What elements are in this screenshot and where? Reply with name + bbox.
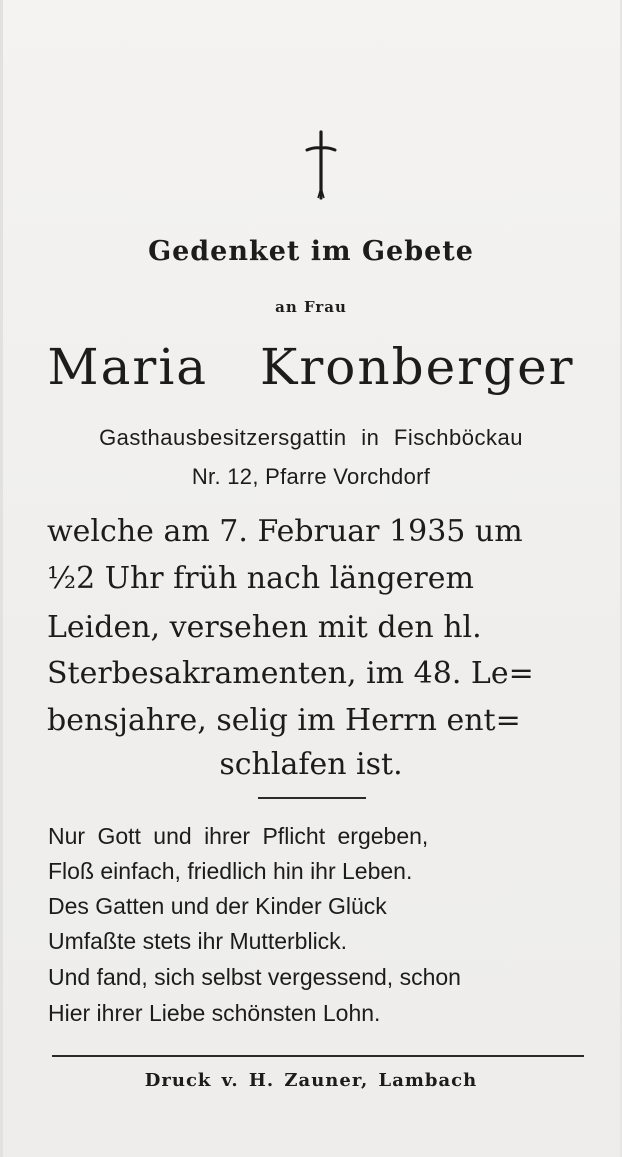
separator-line: [258, 797, 366, 799]
poem-line: Und fand, sich selbst vergessend, schon: [48, 964, 461, 990]
deceased-name: Maria Kronberger: [47, 338, 575, 396]
poem-line: Floß einfach, friedlich hin ihr Leben.: [48, 858, 413, 884]
death-text-line: welche am 7. Februar 1935 um: [47, 514, 523, 549]
addressee: an Frau: [275, 298, 347, 316]
poem-line: Des Gatten und der Kinder Glück: [48, 893, 387, 919]
poem-line: Hier ihrer Liebe schönsten Lohn.: [48, 1000, 381, 1026]
death-text-line: bensjahre, selig im Herrn ent=: [47, 703, 521, 738]
poem-line: Umfaßte stets ihr Mutterblick.: [48, 928, 348, 954]
occupation-line-1: Gasthausbesitzersgattin in Fischböckau: [99, 425, 523, 450]
printer-credit: Druck v. H. Zauner, Lambach: [144, 1070, 478, 1091]
death-text-line: schlafen ist.: [219, 747, 403, 782]
occupation-line-2: Nr. 12, Pfarre Vorchdorf: [191, 464, 431, 489]
card-left-edge: [0, 0, 3, 1157]
death-text-line: ½2 Uhr früh nach längerem: [47, 561, 474, 596]
footer-rule: [52, 1055, 584, 1057]
heading: Gedenket im Gebete: [148, 236, 474, 267]
death-text-line: Leiden, versehen mit den hl.: [47, 610, 482, 645]
death-text-line: Sterbesakramenten, im 48. Le=: [47, 656, 534, 691]
poem-line: Nur Gott und ihrer Pflicht ergeben,: [48, 823, 429, 849]
cross-icon: [304, 130, 338, 200]
